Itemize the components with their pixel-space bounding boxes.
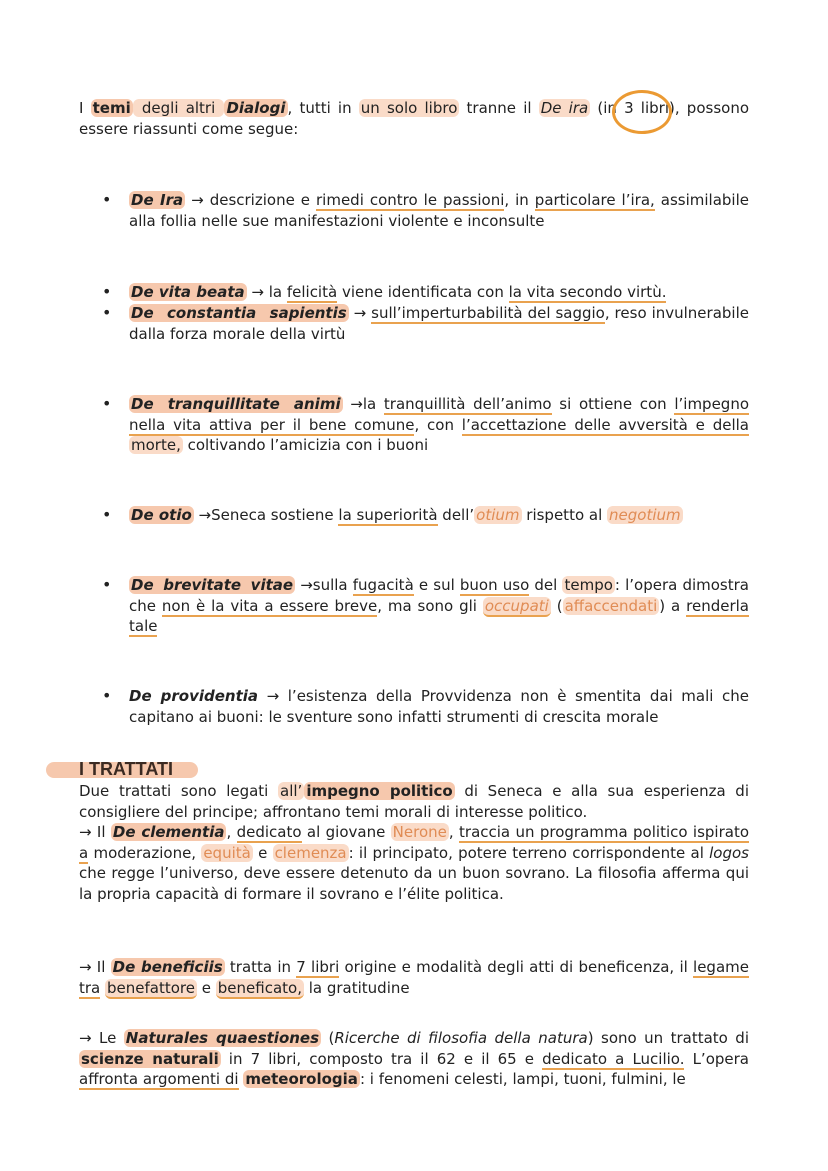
bullet-dot: • — [102, 394, 112, 413]
highlight-text: all’ — [280, 782, 303, 800]
de-beneficiis-paragraph — [79, 957, 749, 998]
para-text: di Seneca e alla sua esperienza di consigliere del principe; affrontano temi morali di interesse politico. — [79, 782, 749, 821]
para-text: : i fenomeni celesti, lampi, tuoni, fulmini, le — [359, 1070, 686, 1088]
para-text: : il principato, potere terreno corrispondente al — [348, 843, 710, 862]
intro-text: tranne il — [459, 99, 539, 117]
underlined-text: l’impegno nella vita attiva per il bene comune — [129, 395, 750, 434]
para-text: , — [448, 823, 460, 841]
bullet-title: De tranquillitate animi — [131, 395, 341, 413]
bullet-text: : l’opera dimostra che — [129, 576, 749, 615]
bullet-dot: • — [102, 282, 112, 301]
intro-text: I — [79, 99, 91, 117]
highlight-benefattore: benefattore — [107, 978, 195, 997]
bullet-text: rispetto al — [521, 506, 608, 524]
highlight-nerone: Nerone — [392, 823, 447, 841]
bullet-de-tranquillitate — [129, 394, 749, 456]
bullet-text: ( — [550, 596, 563, 615]
highlight-temi: temi — [92, 99, 131, 117]
underlined-text: dedicato a Lucilio. — [542, 1049, 685, 1068]
para-text: origine e modalità degli atti di beneficenza, il — [339, 958, 694, 976]
highlight-otium: otium — [476, 506, 520, 524]
bullet-text: dell’ — [437, 506, 475, 524]
bullet-text: → l’esistenza della Provvidenza non è smentita dai mali che capitano ai buoni: le sventure sono infatti strumenti di crescita morale — [129, 687, 750, 726]
para-text: → Il — [79, 958, 111, 976]
para-text: al giovane — [301, 823, 391, 841]
para-text: in 7 libri, composto tra il 62 e il 65 e — [220, 1049, 543, 1068]
para-text: , — [226, 823, 237, 841]
bullet-dot: • — [102, 575, 112, 594]
para-text: → Le — [79, 1029, 124, 1047]
underlined-text: felicità — [286, 283, 338, 301]
section-heading: I TRATTATI — [79, 759, 173, 779]
bullet-de-vita-beata — [129, 282, 749, 303]
bullet-de-constantia — [129, 303, 749, 344]
highlight-dialogi: Dialogi — [226, 99, 286, 117]
bullet-text: si ottiene con — [551, 395, 675, 413]
highlight-de-clementia: De clementia — [112, 823, 225, 841]
bullet-de-otio — [129, 505, 749, 526]
bullet-dot: • — [102, 686, 112, 705]
underlined-text: fugacità — [352, 576, 414, 594]
bullet-text: , reso invulnerabile dalla forza morale della virtù — [129, 304, 749, 343]
highlight-beneficato: beneficato, — [217, 978, 302, 997]
bullet-text: , con — [414, 415, 462, 434]
bullet-de-brevitate — [129, 575, 749, 637]
bullet-de-providentia — [129, 686, 749, 727]
bullet-dot: • — [102, 303, 112, 322]
bullet-text: del — [529, 576, 563, 594]
para-text: L’opera — [684, 1049, 749, 1068]
bullet-text: → — [348, 304, 372, 322]
intro-text: ), possono essere riassunti come segue: — [79, 99, 750, 138]
bullet-text: , ma sono gli — [377, 596, 483, 615]
bullet-text: , in — [504, 191, 535, 209]
highlight-naturales-quaestiones: Naturales quaestiones — [125, 1029, 320, 1047]
highlight-un-solo-libro: un solo libro — [360, 99, 458, 117]
bullet-title: De constantia sapientis — [131, 304, 347, 322]
para-text: ( — [321, 1029, 335, 1047]
underlined-text: la vita secondo virtù. — [508, 283, 667, 301]
underlined-text: buon uso — [459, 576, 530, 594]
bullet-text: ) a — [659, 596, 687, 615]
bullet-dot: • — [102, 505, 112, 524]
para-text: → Il — [79, 823, 111, 841]
bullet-text: → descrizione e — [185, 191, 316, 209]
intro-text: , tutti in — [287, 99, 359, 117]
highlight-de-ira: De ira — [540, 99, 589, 117]
underlined-text: rimedi contro le passioni — [316, 191, 505, 209]
bullet-title: De providentia — [129, 687, 259, 705]
para-text: la gratitudine — [303, 978, 410, 997]
underlined-text: l’accettazione delle avversità e della — [461, 415, 749, 434]
para-text-italic: logos — [709, 843, 749, 862]
bullet-title: De vita beata — [131, 283, 245, 301]
underlined-text: affronta argomenti di — [79, 1070, 239, 1088]
para-text: tratta in — [224, 958, 297, 976]
bullet-text: → la — [246, 283, 287, 301]
hand-drawn-circle — [612, 90, 672, 134]
highlight-tempo: tempo — [564, 576, 613, 594]
bullet-text: →la — [342, 395, 384, 413]
trattati-paragraph — [79, 781, 749, 904]
bullet-title: De brevitate vitae — [131, 576, 294, 594]
highlight-affaccendati: affaccendati — [564, 596, 658, 615]
para-text: che regge l’universo, deve essere detenuto da un buon sovrano. La filosofia afferma qui la propria capacità di formare il sovrano e l’élite politica. — [79, 864, 749, 903]
bullet-text: →Seneca sostiene — [193, 506, 339, 524]
naturales-quaestiones-paragraph — [79, 1028, 749, 1090]
underlined-text: la superiorità — [338, 506, 438, 524]
bullet-title: De otio — [131, 506, 192, 524]
highlight-scienze-naturali: scienze naturali — [81, 1049, 219, 1068]
bullet-text: viene identificata con — [337, 283, 509, 301]
bullet-text: coltivando l’amicizia con i buoni — [182, 436, 429, 454]
highlight-negotium: negotium — [609, 506, 681, 524]
para-text: e — [252, 843, 273, 862]
underlined-text: particolare l’ira, — [534, 191, 655, 209]
para-text: moderazione, — [88, 843, 202, 862]
bullet-text: →sulla — [295, 576, 353, 594]
bullet-dot: • — [102, 190, 112, 209]
highlight-equita: equità — [203, 843, 251, 862]
highlight-impegno-politico: impegno politico — [306, 782, 453, 800]
underlined-text: tranquillità dell’animo — [383, 395, 552, 413]
para-text: e — [197, 978, 216, 997]
underlined-text: renderla tale — [129, 596, 749, 635]
underlined-text: sull’imperturbabilità del saggio — [371, 304, 605, 322]
intro-text: (in — [590, 99, 625, 117]
highlight-clemenza: clemenza — [274, 843, 347, 862]
circled-3-libri: 3 libri — [624, 99, 670, 117]
highlight-de-beneficiis: De beneficiis — [112, 958, 223, 976]
para-text: ) sono un trattato di — [587, 1029, 749, 1047]
underlined-text: traccia un programma politico ispirato a — [79, 823, 749, 862]
underlined-text: dedicato — [236, 823, 302, 841]
underlined-text: legame tra — [79, 958, 749, 997]
bullet-text: e sul — [413, 576, 460, 594]
para-text-italic: Ricerche di filosofia della natura — [334, 1029, 588, 1047]
bullet-title: De Ira — [131, 191, 184, 209]
bullet-text: assimilabile alla follia nelle sue manifestazioni violente e inconsulte — [129, 191, 749, 230]
underlined-text: non è la vita a essere breve — [161, 596, 378, 615]
highlight-morte: morte, — [131, 436, 181, 454]
para-text: Due trattati sono legati — [79, 782, 279, 800]
highlight-meteorologia: meteorologia — [245, 1070, 358, 1088]
underlined-text: 7 libri — [296, 958, 340, 976]
highlight-occupati: occupati — [484, 596, 549, 615]
intro-text: degli altri — [134, 99, 223, 117]
bullet-de-ira — [129, 190, 749, 231]
